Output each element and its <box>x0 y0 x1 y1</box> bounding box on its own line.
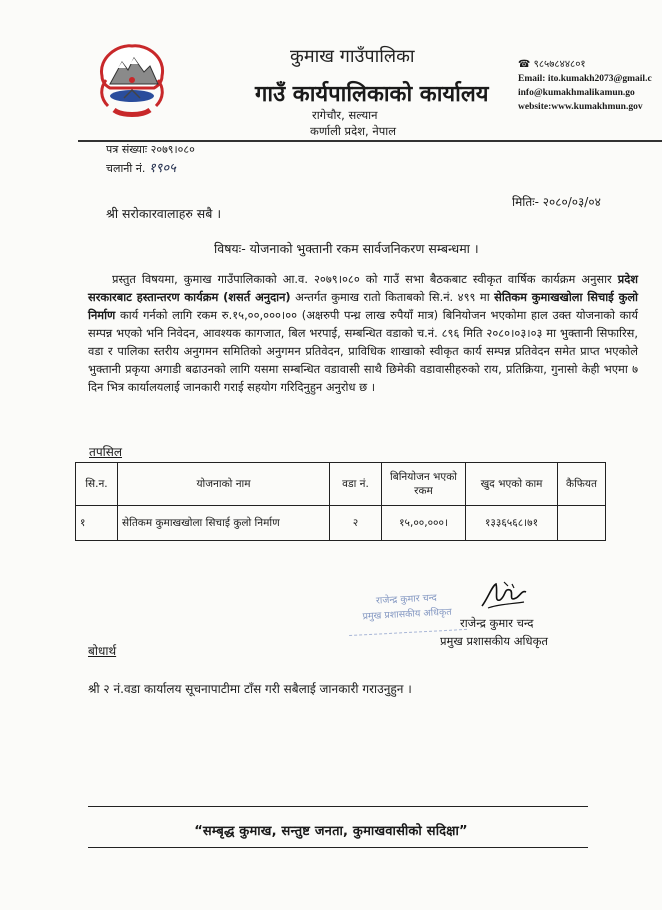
header-plan-name: योजनाको नाम <box>118 463 330 506</box>
body-part-1: प्रस्तुत विषयमा, कुमाख गाउँपालिकाको आ.व. २०७९।०८० को गाउँ सभा बैठकबाट स्वीकृत वार्षिक कार्यक्रम अनुसार <box>112 272 618 286</box>
letter-number: पत्र संख्याः २०७९।०८० <box>106 143 195 156</box>
phone-number: ☎ ९८५७८४४८०१ <box>518 59 586 70</box>
header-ward: वडा नं. <box>330 463 382 506</box>
cell-plan-name: सेतिकम कुमाखखोला सिचाई कुलो निर्माण <box>118 506 330 541</box>
signatory-name: राजेन्द्र कुमार चन्द <box>460 616 534 630</box>
cell-ward: २ <box>330 506 382 541</box>
dispatch-label: चलानी नं. <box>106 162 146 175</box>
body-paragraph <box>88 270 638 396</box>
letter-date: मितिः- २०८०/०३/०४ <box>512 195 601 209</box>
header-remarks: कैफियत <box>558 463 606 506</box>
cc-text: श्री २ नं.वडा कार्यालय सूचनापाटीमा टाँस गरी सबैलाई जानकारी गराउनुहुन । <box>88 682 412 696</box>
body-part-3: कार्य गर्नको लागि रकम रु.१५,००,०००।०० (अक्षरुपी पन्ध्र लाख रुपैयाँ मात्र) बिनियोजन भएकोमा हाल उक्त योजनाको कार्य सम्पन्न भएको भनि निवेदन, आवश्यक कागजात, बिल भरपाई, सम्बन्धित वडाको च.नं. ८९६ मिति २०८०।०३।०३ मा भुक्तानी सिफारिस, वडा र पालिका स्तरीय अनुगमन समितिको अनुगमन प्रतिवेदन, प्राविधिक शाखाको स्वीकृत कार्य सम्पन्न प्रतिवेदन समेत प्राप्त भएकोले भुक्तानी प्रकृया अगाडी बढाउनको लागि यसमा सम्बन्धित वडावासी साथै छिमेकी वडावासीहरुको राय, प्रतिक्रिया, गुनासो केही भएमा ७ दिन भित्र कार्यालयलाई जानकारी गराई सहयोग गरिदिनुहुन अनुरोध छ । <box>88 308 638 394</box>
office-name: गाउँ कार्यपालिकाको कार्यालय <box>255 82 489 107</box>
location-line2: कर्णाली प्रदेश, नेपाल <box>310 124 397 138</box>
footer-divider-top <box>88 806 588 807</box>
cell-remarks <box>558 506 606 541</box>
dispatch-value: १९०५ <box>148 161 176 176</box>
details-label: तपसिल <box>89 445 123 459</box>
cell-allocated: १५,००,०००। <box>382 506 466 541</box>
official-stamp <box>347 589 467 636</box>
table-header-row <box>76 463 606 506</box>
recipient: श्री सरोकारवालाहरु सबै । <box>106 206 222 221</box>
contact-block <box>518 58 652 114</box>
location-line1: रागेचौर, सल्यान <box>312 108 378 122</box>
email-secondary: info@kumakhmalikamun.go <box>518 88 635 98</box>
cell-net-work: १३३६५६८।७१ <box>466 506 558 541</box>
body-project-name: सेतिकम कुमाखखोला सिचाई कुलो निर्माण <box>88 290 639 322</box>
nepal-emblem-icon <box>88 40 176 120</box>
signature-icon <box>478 578 530 614</box>
subject-line: विषयः- योजनाको भुक्तानी रकम सार्वजनिकरण सम्बन्धमा । <box>214 241 479 256</box>
stamp-line1: राजेन्द्र कुमार चन्द <box>375 592 437 607</box>
stamp-line2: प्रमुख प्रशासकीय अधिकृत <box>362 606 452 623</box>
footer-slogan: “सम्बृद्ध कुमाख, सन्तुष्ट जनता, कुमाखवासीको सदिक्षा” <box>194 824 468 839</box>
cc-label: बोधार्थ <box>88 644 117 658</box>
header-net-work: खुद भएको काम <box>466 463 558 506</box>
cell-sn: १ <box>76 506 118 541</box>
email-primary: Email: ito.kumakh2073@gmail.c <box>518 74 652 84</box>
municipality-name: कुमाख गाउँपालिका <box>290 46 415 67</box>
footer-divider-bottom <box>88 847 588 848</box>
header-allocated: बिनियोजन भएको रकम <box>382 463 466 506</box>
body-program-name: प्रदेश सरकारबाट हस्तान्तरण कार्यक्रम (शसर्त अनुदान) <box>88 272 638 304</box>
dispatch-number <box>106 158 176 176</box>
plan-details-table <box>75 462 606 541</box>
table-row <box>76 506 606 541</box>
website: website:www.kumakhmun.gov <box>518 102 643 112</box>
body-part-2: अन्तर्गत कुमाख रातो किताबको सि.नं. ४९९ मा <box>290 290 495 304</box>
header-sn: सि.न. <box>76 463 118 506</box>
signatory-title: प्रमुख प्रशासकीय अधिकृत <box>440 634 548 648</box>
